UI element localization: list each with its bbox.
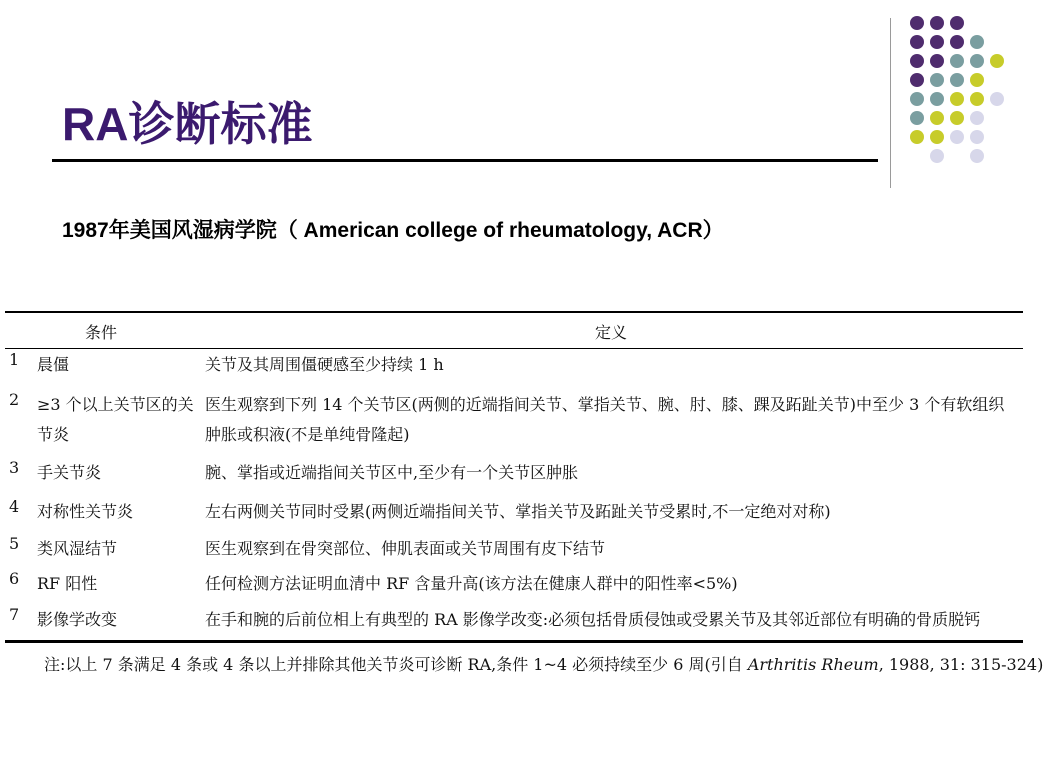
title-underline [52, 159, 878, 162]
decorative-dot-grid [900, 10, 1020, 170]
decor-dot [910, 130, 924, 144]
table-footnote [44, 652, 1043, 675]
row-number: 3 [9, 458, 20, 477]
decor-dot [910, 73, 924, 87]
table-top-rule [5, 311, 1023, 313]
row-definition: 腕、掌指或近端指间关节区中,至少有一个关节区肿胀 [205, 463, 579, 482]
decor-dot [990, 54, 1004, 68]
decor-dot [910, 111, 924, 125]
row-definition: 任何检测方法证明血清中 RF 含量升高(该方法在健康人群中的阳性率<5%) [205, 574, 738, 593]
decor-dot [950, 54, 964, 68]
column-header-definition: 定义 [595, 323, 628, 342]
decor-dot [970, 35, 984, 49]
table-bottom-rule [5, 640, 1023, 643]
row-condition: ≥3 个以上关节区的关节炎 [37, 395, 194, 444]
row-condition: 影像学改变 [37, 610, 118, 629]
row-condition: 类风湿结节 [37, 539, 118, 558]
row-condition: 手关节炎 [37, 463, 102, 482]
footnote-journal: Arthritis Rheum [747, 655, 879, 674]
row-number: 2 [9, 390, 20, 409]
row-number: 7 [9, 605, 20, 624]
table-header-rule [5, 348, 1023, 349]
decor-dot [910, 92, 924, 106]
decor-dot [970, 54, 984, 68]
decor-dot [970, 73, 984, 87]
row-definition: 关节及其周围僵硬感至少持续 1 h [205, 355, 444, 374]
row-definition: 在手和腕的后前位相上有典型的 RA 影像学改变:必须包括骨质侵蚀或受累关节及其邻近部位有明确的骨质脱钙 [205, 610, 981, 629]
decor-dot [930, 130, 944, 144]
row-definition: 医生观察到下列 14 个关节区(两侧的近端指间关节、掌指关节、腕、肘、膝、踝及跖趾关节)中至少 3 个有软组织肿胀或积液(不是单纯骨隆起) [205, 395, 1005, 444]
decor-dot [970, 92, 984, 106]
decor-dot [970, 111, 984, 125]
column-header-condition: 条件 [85, 323, 118, 342]
decor-dot [930, 149, 944, 163]
row-condition: 晨僵 [37, 355, 70, 374]
decorative-vertical-line [890, 18, 891, 188]
footnote-suffix: , 1988, 31: 315-324) [878, 655, 1043, 674]
decor-dot [930, 35, 944, 49]
decor-dot [950, 16, 964, 30]
decor-dot [990, 92, 1004, 106]
decor-dot [930, 92, 944, 106]
decor-dot [910, 35, 924, 49]
criteria-table [5, 308, 1023, 658]
decor-dot [950, 35, 964, 49]
decor-dot [930, 54, 944, 68]
row-number: 6 [9, 569, 20, 588]
slide-title: RA诊断标准 [62, 98, 313, 150]
decor-dot [970, 149, 984, 163]
decor-dot [910, 54, 924, 68]
row-number: 1 [9, 350, 20, 369]
decor-dot [950, 92, 964, 106]
decor-dot [930, 111, 944, 125]
row-definition: 左右两侧关节同时受累(两侧近端指间关节、掌指关节及跖趾关节受累时,不一定绝对对称) [205, 502, 831, 521]
decor-dot [950, 130, 964, 144]
row-definition: 医生观察到在骨突部位、伸肌表面或关节周围有皮下结节 [205, 539, 606, 558]
decor-dot [930, 16, 944, 30]
footnote-prefix: 注:以上 7 条满足 4 条或 4 条以上并排除其他关节炎可诊断 RA,条件 1~4 必须持续至少 6 周(引自 [44, 655, 748, 674]
decor-dot [930, 73, 944, 87]
decor-dot [950, 111, 964, 125]
decor-dot [970, 130, 984, 144]
decor-dot [950, 73, 964, 87]
slide-subtitle: 1987年美国风湿病学院（ American college of rheumatology, ACR） [62, 219, 724, 242]
row-condition: RF 阳性 [37, 574, 98, 593]
row-number: 5 [9, 534, 20, 553]
row-number: 4 [9, 497, 20, 516]
decor-dot [910, 16, 924, 30]
row-condition: 对称性关节炎 [37, 502, 134, 521]
